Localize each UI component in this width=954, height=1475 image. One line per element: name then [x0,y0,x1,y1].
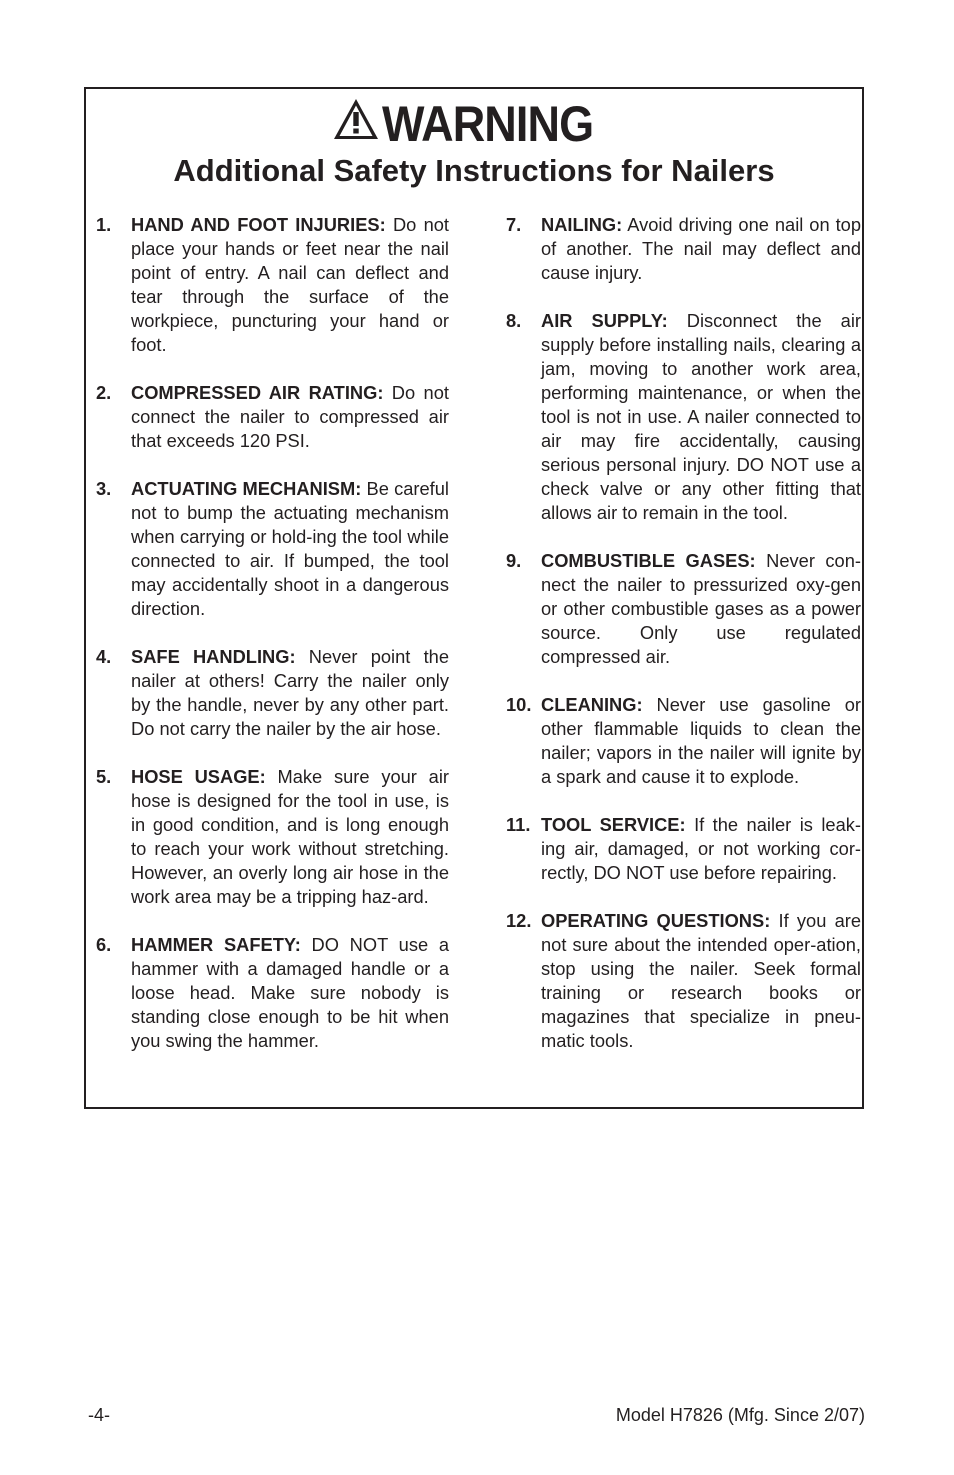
item-text [131,933,449,1053]
list-item [96,477,449,621]
item-heading: AIR SUPPLY: [541,310,668,331]
item-number: 9. [506,550,522,571]
item-text [541,213,861,285]
warning-triangle-icon [332,97,380,141]
item-body: If the nailer is leak-ing air, damaged, or not working cor-rectly, DO NOT use before repairing. [541,814,861,883]
item-heading: HOSE USAGE: [131,766,266,787]
item-text [541,693,861,789]
page-number: -4- [88,1405,110,1425]
item-body: Never con-nect the nailer to pressurized oxy-gen or other combustible gases as a power source. Only use regulated compressed air. [541,550,861,667]
item-number: 5. [96,766,112,787]
model-info: Model H7826 (Mfg. Since 2/07) [615,1405,865,1425]
item-heading: OPERATING QUESTIONS: [541,910,771,931]
item-number: 4. [96,646,112,667]
left-column [96,213,449,1077]
item-body: Be careful not to bump the actuating mechanism when carrying or hold-ing the tool while connected to air. If bumped, the tool may accidentally shoot in a dangerous direction. [131,478,449,619]
item-body: DO NOT use a hammer with a damaged handle or a loose head. Make sure nobody is standing close enough to be hit when you swing the hammer. [131,934,450,1051]
item-number: 8. [506,310,522,331]
item-text [541,549,861,669]
item-heading: NAILING: [541,214,623,235]
item-number: 11. [506,814,531,835]
item-text [131,765,449,909]
item-body: Do not connect the nailer to compressed air that exceeds 120 PSI. [131,382,449,451]
list-item [96,765,449,909]
item-heading: SAFE HANDLING: [131,646,296,667]
item-number: 6. [96,934,112,955]
item-number: 12. [506,910,532,931]
item-number: 1. [96,214,112,235]
item-body: Never point the nailer at others! Carry the nailer only by the handle, never by any other part. Do not carry the nailer by the air hose. [131,646,449,739]
warning-header [86,95,862,153]
item-number: 3. [96,478,112,499]
list-item [506,813,861,885]
list-item [96,381,449,453]
item-text [541,813,861,885]
list-item [506,213,861,285]
item-body: Disconnect the air supply before installing nails, clearing a jam, moving to another work area, performing maintenance, or when the tool is not in use. A nailer connected to air may fire accidentally, causing serious personal injury. DO NOT use a check valve or any other fitting that allows air to remain in the tool. [541,310,861,523]
item-body: Avoid driving one nail on top of another. The nail may deflect and cause injury. [541,214,862,283]
item-text [131,645,449,741]
list-item [506,549,861,669]
item-body: Make sure your air hose is designed for the tool in use, is in good condition, and is long enough to reach your work without stretching. However, an overly long air hose in the work area may be a tripping haz-ard. [131,766,449,907]
list-item [96,645,449,741]
item-heading: COMPRESSED AIR RATING: [131,382,384,403]
item-body: Do not place your hands or feet near the nail point of entry. A nail can deflect and tear through the surface of the workpiece, puncturing your hand or foot. [131,214,449,355]
right-column [506,213,861,1077]
list-item [506,909,861,1053]
item-text [541,309,861,525]
item-heading: ACTUATING MECHANISM: [131,478,362,499]
warning-box [84,87,864,1109]
item-text [131,213,449,357]
list-item [506,309,861,525]
item-body: Never use gasoline or other flammable liquids to clean the nailer; vapors in the nailer will ignite by a spark and cause it to explode. [541,694,861,787]
item-number: 7. [506,214,522,235]
item-heading: HAMMER SAFETY: [131,934,301,955]
item-text [131,477,449,621]
item-heading: TOOL SERVICE: [541,814,686,835]
item-number: 2. [96,382,112,403]
page-title: Additional Safety Instructions for Nailers [173,153,775,188]
item-heading: COMBUSTIBLE GASES: [541,550,756,571]
item-number: 10. [506,694,532,715]
list-item [506,693,861,789]
item-heading: CLEANING: [541,694,643,715]
item-body: If you are not sure about the intended oper-ation, stop using the nailer. Seek formal training or research books or magazines that specialize in pneu-matic tools. [541,910,861,1051]
item-text [131,381,449,453]
list-item [96,933,449,1053]
warning-label: WARNING [381,96,593,152]
item-heading: HAND AND FOOT INJURIES: [131,214,386,235]
item-text [541,909,861,1053]
list-item [96,213,449,357]
